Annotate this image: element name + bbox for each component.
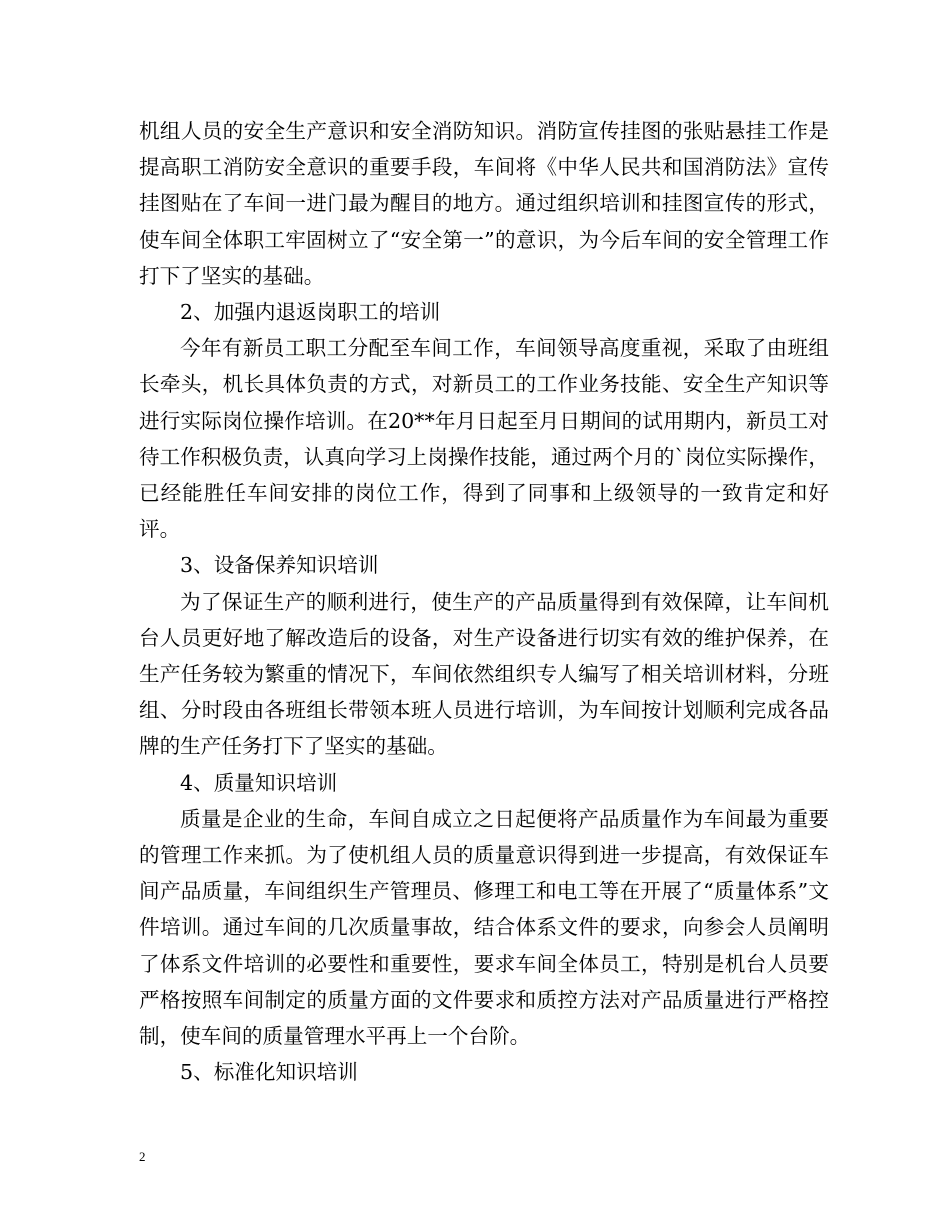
section-heading: 3、设备保养知识培训: [180, 553, 379, 578]
page-number: 2: [139, 1149, 146, 1164]
section-heading: 2、加强内退返岗职工的培训: [180, 300, 441, 325]
section-heading: 4、质量知识培训: [180, 770, 338, 795]
body-paragraph: 机组人员的安全生产意识和安全消防知识。消防宣传挂图的张贴悬挂工作是提高职工消防安全意识的重要手段，车间将《中华人民共和国消防法》宣传挂图贴在了车间一进门最为醒目的地方。通过组织培训和挂图宣传的形式，使车间全体职工牢固树立了“安全第一”的意识，为今后车间的安全管理工作打下了坚实的基础。: [139, 119, 829, 288]
body-paragraph: 质量是企业的生命，车间自成立之日起便将产品质量作为车间最为重要的管理工作来抓。为了使机组人员的质量意识得到进一步提高，有效保证车间产品质量，车间组织生产管理员、修理工和电工等在开展了“质量体系”文件培训。通过车间的几次质量事故，结合体系文件的要求，向参会人员阐明了体系文件培训的必要性和重要性，要求车间全体员工，特别是机台人员要严格按照车间制定的质量方面的文件要求和质控方法对产品质量进行严格控制，使车间的质量管理水平再上一个台阶。: [139, 806, 829, 1049]
body-paragraph: 为了保证生产的顺利进行，使生产的产品质量得到有效保障，让车间机台人员更好地了解改造后的设备，对生产设备进行切实有效的维护保养，在生产任务较为繁重的情况下，车间依然组织专人编写了相关培训材料，分班组、分时段由各班组长带领本班人员进行培训，为车间按计划顺利完成各品牌的生产任务打下了坚实的基础。: [139, 589, 829, 759]
section-heading: 5、标准化知识培训: [180, 1060, 358, 1085]
document-body: [139, 113, 829, 1090]
body-paragraph: 今年有新员工职工分配至车间工作，车间领导高度重视，采取了由班组长牵头，机长具体负责的方式，对新员工的工作业务技能、安全生产知识等进行实际岗位操作培训。在20**年月日起至月日期间的试用期内，新员工对待工作积极负责，认真向学习上岗操作技能，通过两个月的`岗位实际操作，已经能胜任车间安排的岗位工作，得到了同事和上级领导的一致肯定和好评。: [139, 336, 829, 542]
